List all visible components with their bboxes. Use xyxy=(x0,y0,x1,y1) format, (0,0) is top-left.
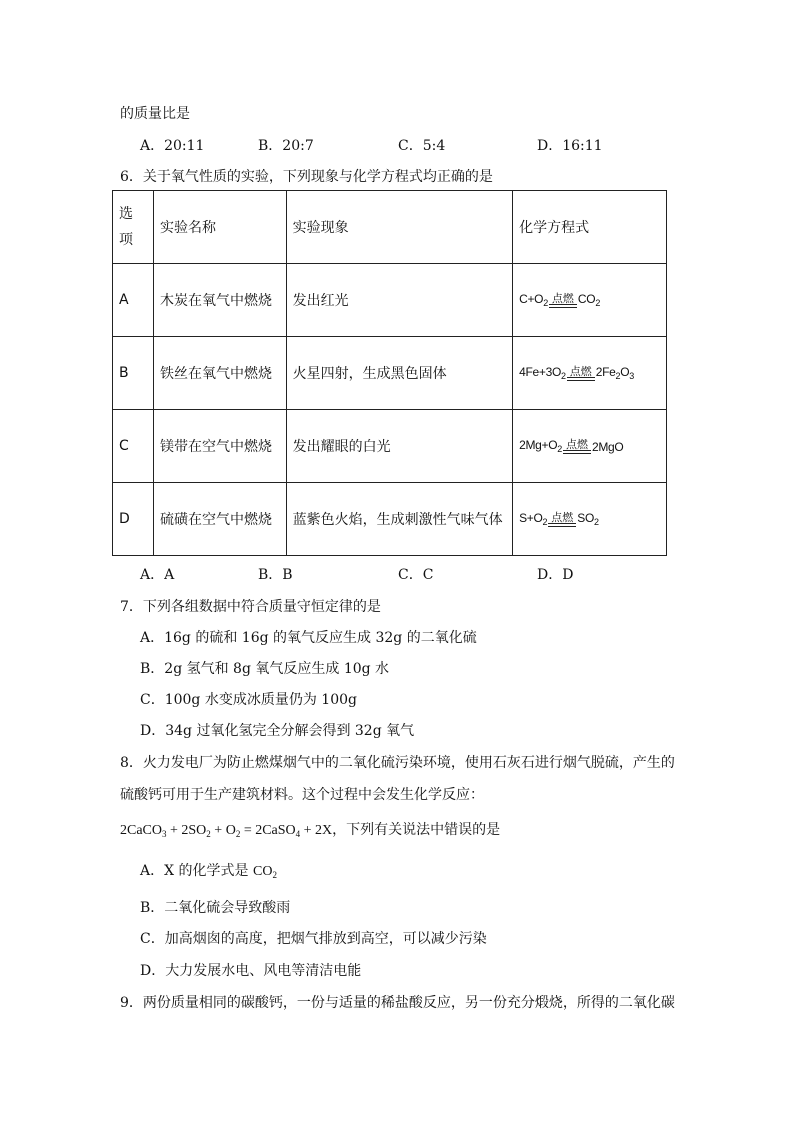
table-header-row xyxy=(113,191,667,264)
row-phenomenon: 发出红光 xyxy=(286,264,512,337)
row-option: D xyxy=(113,483,154,556)
row-equation: $2Mg+O_2$ 点燃 2MgO xyxy=(513,410,667,483)
q6-stem: 6．关于氧气性质的实验，下列现象与化学方程式均正确的是 xyxy=(120,169,493,185)
row-name: 铁丝在氧气中燃烧 xyxy=(153,337,286,410)
header-option: 选项 xyxy=(113,191,154,264)
q7-option-b[interactable]: B．2g 氢气和 8g 氧气反应生成 10g 水 xyxy=(140,661,390,677)
q5-option-a[interactable]: A．20:11 xyxy=(140,138,205,154)
row-phenomenon: 发出耀眼的白光 xyxy=(286,410,512,483)
row-phenomenon: 火星四射，生成黑色固体 xyxy=(286,337,512,410)
q7-option-a[interactable]: A．16g 的硫和 16g 的氧气反应生成 32g 的二氧化硫 xyxy=(140,630,477,646)
row-name: 硫磺在空气中燃烧 xyxy=(153,483,286,556)
q6-option-b[interactable]: B．B xyxy=(258,567,293,583)
q8-equation-line xyxy=(120,819,500,839)
q8-equation-tail: ，下列有关说法中错误的是 xyxy=(332,822,501,838)
q8-option-b[interactable]: B．二氧化硫会导致酸雨 xyxy=(140,900,291,916)
row-name: 木炭在氧气中燃烧 xyxy=(153,264,286,337)
q8-stem-line1: 8．火力发电厂为防止燃煤烟气中的二氧化硫污染环境，使用石灰石进行烟气脱硫，产生的 xyxy=(120,755,675,771)
table-row xyxy=(113,483,667,556)
q6-option-c[interactable]: C．C xyxy=(398,567,434,583)
q8-option-a[interactable]: A．X 的化学式是 $CO_2$ xyxy=(140,863,277,880)
q5-stem-tail: 的质量比是 xyxy=(120,106,190,122)
row-option: C xyxy=(113,410,154,483)
q8-option-d[interactable]: D．大力发展水电、风电等清洁电能 xyxy=(140,963,362,979)
header-name: 实验名称 xyxy=(153,191,286,264)
q8-stem-line2: 硫酸钙可用于生产建筑材料。这个过程中会发生化学反应： xyxy=(120,787,484,803)
q6-option-a[interactable]: A．A xyxy=(140,567,175,583)
header-phenomenon: 实验现象 xyxy=(286,191,512,264)
header-equation: 化学方程式 xyxy=(513,191,667,264)
row-name: 镁带在空气中燃烧 xyxy=(153,410,286,483)
table-row xyxy=(113,264,667,337)
row-phenomenon: 蓝紫色火焰，生成刺激性气味气体 xyxy=(286,483,512,556)
q6-table xyxy=(112,190,667,556)
q6-option-d[interactable]: D．D xyxy=(537,567,574,583)
q5-option-d[interactable]: D．16:11 xyxy=(537,138,603,154)
table-row xyxy=(113,337,667,410)
q7-stem: 7．下列各组数据中符合质量守恒定律的是 xyxy=(120,599,381,615)
row-equation: $C+O_2$ 点燃 $CO_2$ xyxy=(513,264,667,337)
row-option: A xyxy=(113,264,154,337)
q9-stem: 9．两份质量相同的碳酸钙，一份与适量的稀盐酸反应，另一份充分煅烧，所得的二氧化碳 xyxy=(120,995,675,1011)
q5-option-c[interactable]: C．5:4 xyxy=(398,138,446,154)
q7-option-d[interactable]: D．34g 过氧化氢完全分解会得到 32g 氧气 xyxy=(140,723,415,739)
row-equation: $4Fe+3O_2$ 点燃 $2Fe_2O_3$ xyxy=(513,337,667,410)
q8-equation: 2CaCO$_3$ + $2SO_2 + O_2$ = 2CaSO$_4$ + 2X xyxy=(120,823,333,839)
q8-option-c[interactable]: C．加高烟囱的高度，把烟气排放到高空，可以减少污染 xyxy=(140,931,487,947)
table-row xyxy=(113,410,667,483)
row-option: B xyxy=(113,337,154,410)
q5-option-b[interactable]: B．20:7 xyxy=(258,138,314,154)
q7-option-c[interactable]: C．100g 水变成冰质量仍为 100g xyxy=(140,692,357,708)
row-equation: $S+O_2$ 点燃 $SO_2$ xyxy=(513,483,667,556)
